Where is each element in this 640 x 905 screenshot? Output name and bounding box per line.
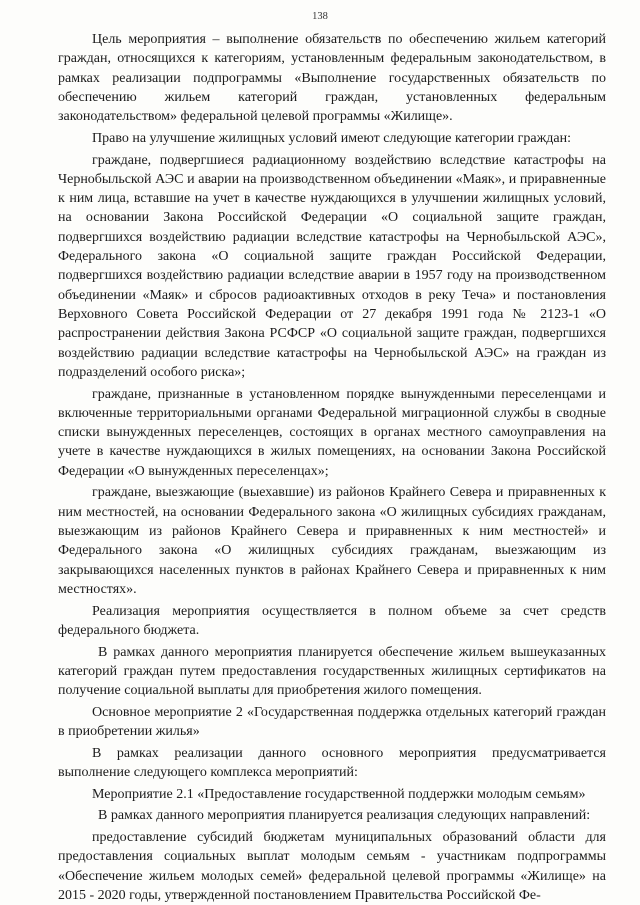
paragraph-goal: Цель мероприятия – выполнение обязательств по обеспечению жильем категорий граждан, относящихся к категориям, установленным федеральным законодательством, в рамках реализации подпрограммы «Выполнение государственных обязательств по обеспечению жильем категорий граждан, установленных федеральным законодательством» федеральной целевой программы «Жилище».	[58, 32, 606, 125]
paragraph-right-categories: Право на улучшение жилищных условий имеют следующие категории граждан:	[92, 130, 572, 146]
paragraph-chernobyl-citizens: граждане, подвергшиеся радиационному воздействию вследствие катастрофы на Чернобыльской АЭС и аварии на производственном объединении «Маяк», и приравненные к ним лица, вставшие на учет в качестве нуждающихся в улучшении жилищных условий, на основании Закона Российской Федерации «О социальной защите граждан, подвергшихся воздействию радиации вследствие катастрофы на Чернобыльской АЭС», Федерального закона «О социальной защите граждан Российской Федерации, подвергшихся воздействию радиации вследствие аварии в 1957 году на производственном объединении «Маяк» и сбросов радиоактивных отходов в реку Теча» и постановления Верховного Совета Российской Федерации от 27 декабря 1991 года № 2123-1 «О распространении действия Закона РСФСР «О социальной защите граждан, подвергшихся воздействию радиации вследствие катастрофы на Чернобыльской АЭС» на граждан из подразделений особого риска»;	[58, 152, 606, 380]
document-body	[58, 30, 606, 905]
paragraph-subsidies: предоставление субсидий бюджетам муниципальных образований области для предоставления социальных выплат молодым семьям - участникам подпрограммы «Обеспечение жильем молодых семей» федеральной целевой программы «Жилище» на 2015 - 2020 годы, утвержденной постановлением Правительства Российской Фе-	[58, 830, 606, 904]
paragraph-far-north: граждане, выезжающие (выехавшие) из районов Крайнего Севера и приравненных к ним местностей, на основании Федерального закона «О жилищных субсидиях гражданам, выезжающим из районов Крайнего Севера и приравненных к ним местностей» и Федерального закона «О жилищных субсидиях гражданам, выезжающим из закрывающихся населенных пунктов в районах Крайнего Севера и приравненных к ним местностях».	[58, 485, 606, 597]
paragraph-complex-of-activities: В рамках реализации данного основного мероприятия предусматривается выполнение следующего комплекса мероприятий:	[58, 745, 606, 781]
paragraph-main-activity-2: Основное мероприятие 2 «Государственная поддержка отдельных категорий граждан в приобретении жилья»	[58, 704, 606, 740]
paragraph-certificates: В рамках данного мероприятия планируется обеспечение жильем вышеуказанных категорий граждан путем предоставления государственных жилищных сертификатов на получение социальной выплаты для приобретения жилого помещения.	[58, 644, 606, 699]
paragraph-activity-2-1: Мероприятие 2.1 «Предоставление государственной поддержки молодым семьям»	[92, 786, 586, 802]
paragraph-forced-migrants: граждане, признанные в установленном порядке вынужденными переселенцами и включенные территориальными органами Федеральной миграционной службы в сводные списки вынужденных переселенцев, состоящих в органах местного самоуправления на учете в качестве нуждающихся в жилых помещениях, на основании Закона Российской Федерации «О вынужденных переселенцах»;	[58, 386, 606, 479]
page-number: 138	[312, 11, 328, 22]
paragraph-directions: В рамках данного мероприятия планируется реализация следующих направлений:	[98, 808, 591, 824]
paragraph-funding: Реализация мероприятия осуществляется в полном объеме за счет средств федерального бюджета.	[58, 603, 606, 638]
